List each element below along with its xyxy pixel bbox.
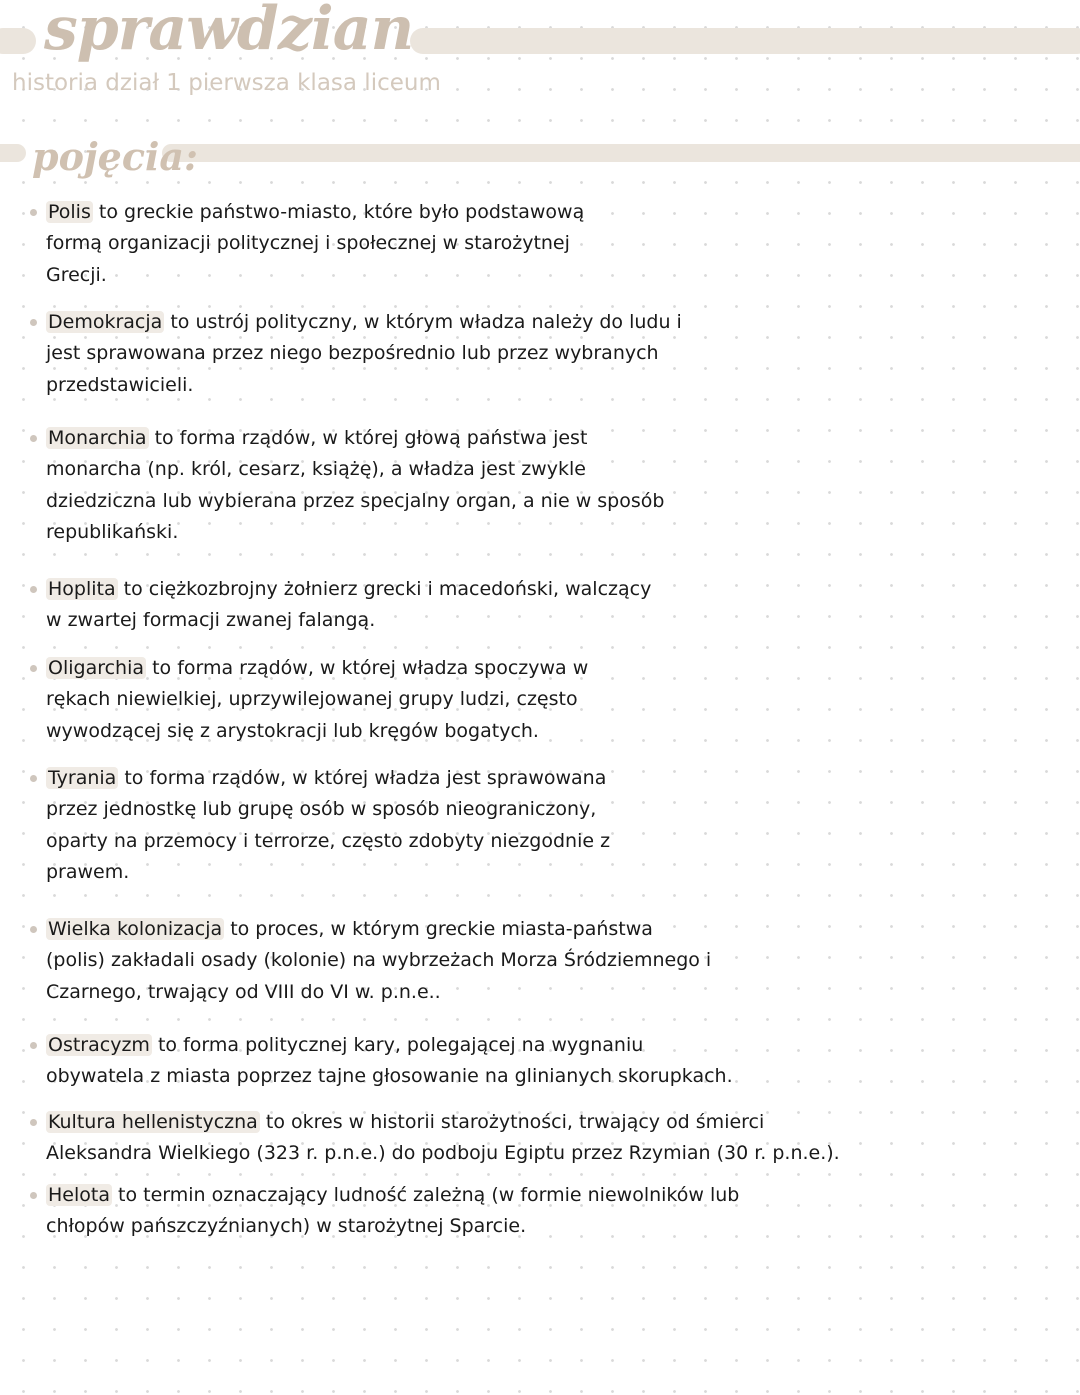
bullet-icon <box>30 1192 37 1199</box>
definition-line <box>46 423 910 454</box>
page-subtitle: historia dział 1 pierwsza klasa liceum <box>12 70 441 96</box>
definition-line <box>46 684 910 715</box>
definition-text: Grecji. <box>46 263 107 286</box>
page-title: sprawdzian <box>44 0 414 64</box>
definition-line <box>46 1138 910 1169</box>
bullet-icon <box>30 665 37 672</box>
definition-line <box>46 826 910 857</box>
definition-text: w zwartej formacji zwanej falangą. <box>46 609 376 632</box>
bullet-icon <box>30 209 37 216</box>
definition-text: to forma rządów, w której władza spoczywa w <box>152 657 589 679</box>
bullet-icon <box>30 775 37 782</box>
definition-item <box>30 1030 910 1093</box>
definition-text: to forma politycznej kary, polegającej na wygnaniu <box>157 1034 644 1056</box>
definition-text: rękach niewielkiej, uprzywilejowanej grupy ludzi, często <box>46 688 578 711</box>
definition-term: Helota <box>48 1184 110 1206</box>
definition-text: to forma rządów, w której głową państwa jest <box>154 427 588 449</box>
definition-text: przedstawicieli. <box>46 373 194 396</box>
definition-line <box>46 1030 910 1061</box>
definition-item <box>30 1180 910 1243</box>
definition-text: przez jednostkę lub grupę osób w sposób nieograniczony, <box>46 798 597 821</box>
section-bar-right <box>162 144 1080 162</box>
definition-line <box>46 228 910 259</box>
definition-term: Monarchia <box>48 427 147 449</box>
definition-term: Polis <box>48 201 91 223</box>
definition-line <box>46 1061 910 1092</box>
definition-line <box>46 338 910 369</box>
definition-text: to ciężkozbrojny żołnierz grecki i macedoński, walczący <box>123 578 652 600</box>
definition-item <box>30 423 910 548</box>
definition-text: to greckie państwo-miasto, które było podstawową <box>98 201 585 223</box>
definition-text: to proces, w którym greckie miasta-państwa <box>230 918 653 940</box>
bullet-icon <box>30 435 37 442</box>
header-bar-right <box>410 28 1080 54</box>
bullet-icon <box>30 319 37 326</box>
definition-line <box>46 857 910 888</box>
definition-term: Tyrania <box>48 767 117 789</box>
definition-text: Aleksandra Wielkiego (323 r. p.n.e.) do podboju Egiptu przez Rzymian (30 r. p.n.e.). <box>46 1142 840 1165</box>
definition-line <box>46 486 910 517</box>
definition-line <box>46 763 910 794</box>
definition-line <box>46 794 910 825</box>
definition-term: Oligarchia <box>48 657 145 679</box>
definition-line <box>46 653 910 684</box>
definition-line <box>46 197 910 228</box>
definition-item <box>30 914 910 1008</box>
definition-text: chłopów pańszczyźnianych) w starożytnej Sparcie. <box>46 1215 527 1238</box>
definition-text: prawem. <box>46 860 130 883</box>
definition-line <box>46 574 910 605</box>
definition-line <box>46 370 910 401</box>
definition-term: Demokracja <box>48 311 163 333</box>
definition-item <box>30 653 910 747</box>
definition-line <box>46 307 910 338</box>
definition-text: obywatela z miasta poprzez tajne głosowanie na glinianych skorupkach. <box>46 1065 733 1088</box>
definition-line <box>46 605 910 636</box>
definition-text: oparty na przemocy i terrorze, często zdobyty niezgodnie z <box>46 829 611 852</box>
section-bar-left <box>0 144 26 162</box>
definition-line <box>46 1180 910 1211</box>
bullet-icon <box>30 586 37 593</box>
definition-term: Wielka kolonizacja <box>48 918 223 940</box>
definition-line <box>46 1211 910 1242</box>
definition-text: jest sprawowana przez niego bezpośrednio lub przez wybranych <box>46 342 659 365</box>
definition-line <box>46 977 910 1008</box>
definition-text: to forma rządów, w której władza jest sprawowana <box>124 767 607 789</box>
definition-line <box>46 1107 910 1138</box>
definition-text: Czarnego, trwający od VIII do VI w. p.n.e.. <box>46 980 441 1003</box>
bullet-icon <box>30 1119 37 1126</box>
definition-term: Ostracyzm <box>48 1034 150 1056</box>
definition-text: monarcha (np. król, cesarz, książę), a władza jest zwykle <box>46 458 586 481</box>
definition-text: formą organizacji politycznej i społecznej w starożytnej <box>46 232 570 255</box>
definition-text: republikański. <box>46 520 179 543</box>
definition-line <box>46 517 910 548</box>
definition-line <box>46 914 910 945</box>
section-title: pojęcia: <box>32 134 199 179</box>
definition-text: to okres w historii starożytności, trwający od śmierci <box>265 1111 765 1133</box>
definition-text: to termin oznaczający ludność zależną (w formie niewolników lub <box>118 1184 740 1206</box>
definition-item <box>30 574 910 637</box>
definition-line <box>46 945 910 976</box>
bullet-icon <box>30 926 37 933</box>
definition-text: (polis) zakładali osady (kolonie) na wybrzeżach Morza Śródziemnego i <box>46 949 712 972</box>
definition-text: dziedziczna lub wybierana przez specjalny organ, a nie w sposób <box>46 489 665 512</box>
bullet-icon <box>30 1042 37 1049</box>
definition-item <box>30 197 910 291</box>
definition-line <box>46 454 910 485</box>
definition-term: Kultura hellenistyczna <box>48 1111 258 1133</box>
definition-term: Hoplita <box>48 578 116 600</box>
definition-text: to ustrój polityczny, w którym władza należy do ludu i <box>170 311 682 333</box>
definition-item <box>30 763 910 888</box>
header-bar-left <box>0 28 36 54</box>
definition-line <box>46 716 910 747</box>
definition-item <box>30 307 910 401</box>
definition-text: wywodzącej się z arystokracji lub kręgów bogatych. <box>46 719 539 742</box>
definition-item <box>30 1107 910 1170</box>
definition-line <box>46 260 910 291</box>
